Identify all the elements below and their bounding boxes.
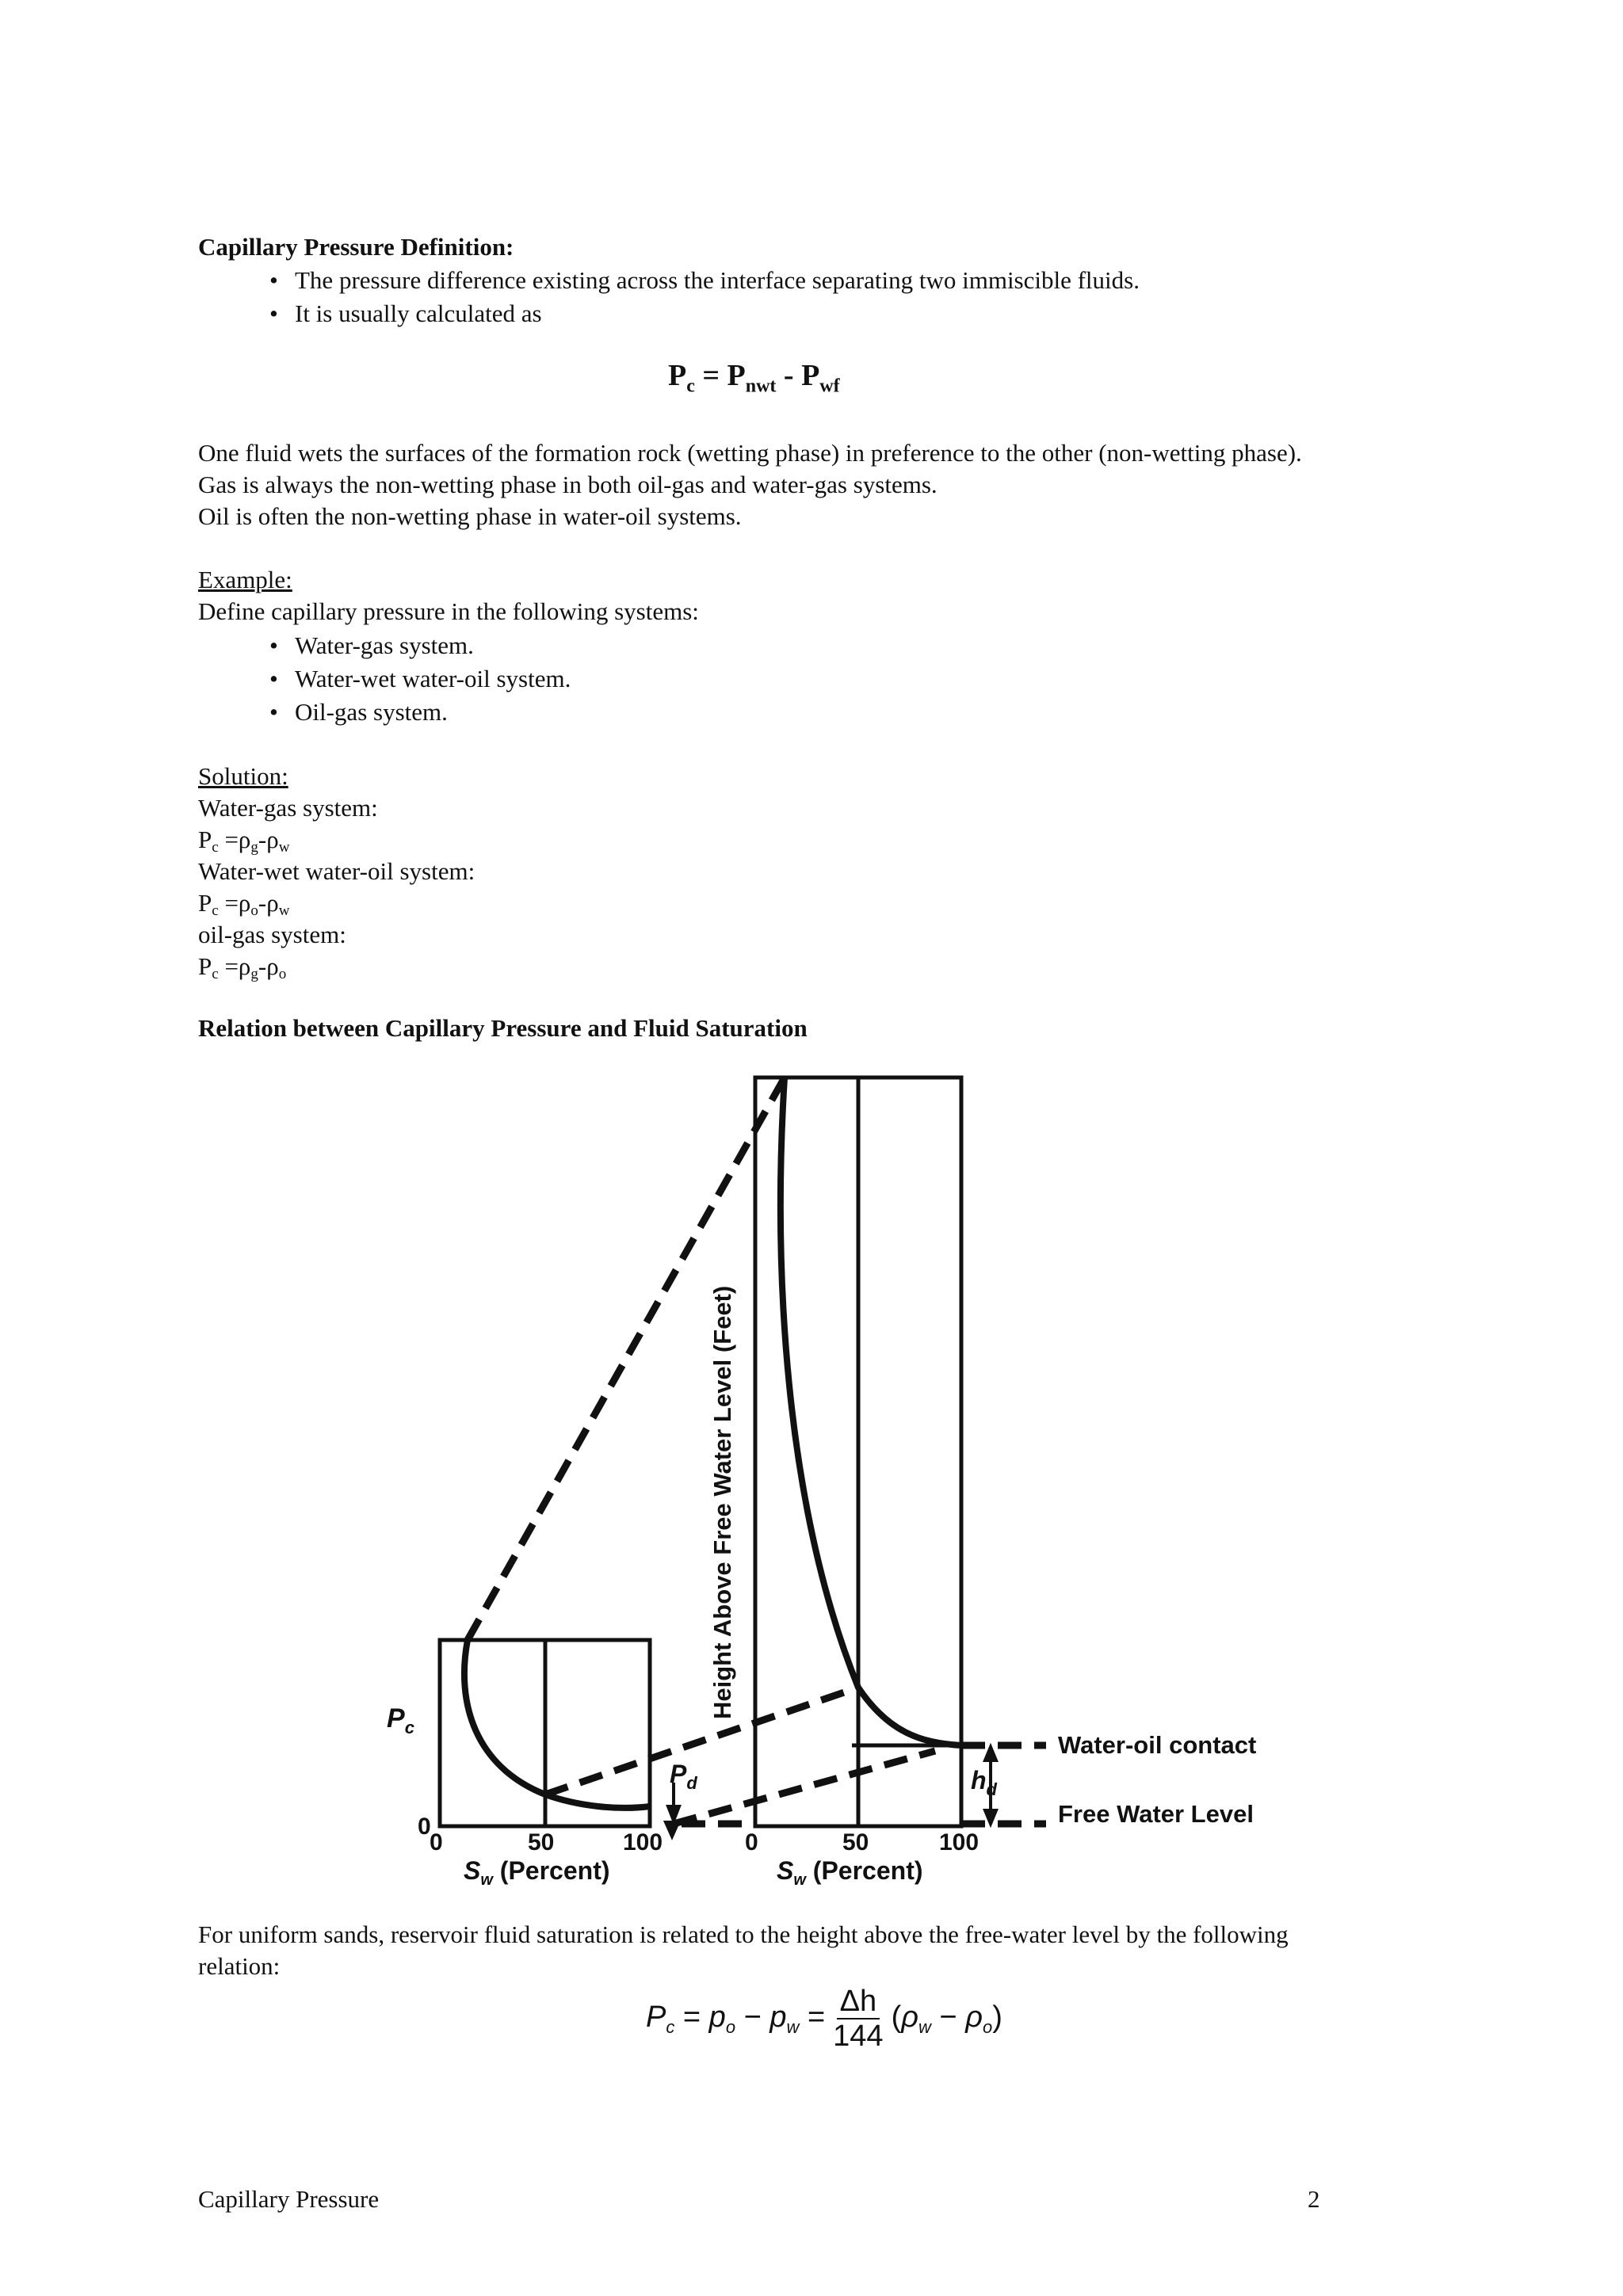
- pd-label: $P_d$: [670, 1760, 697, 1793]
- pd-arrow-head: [668, 1806, 679, 1821]
- uniform-text-line-2: relation:: [198, 1952, 281, 1980]
- right-x-label: $S_w$ (Percent): [777, 1856, 923, 1889]
- right-y-label: Height Above Free Water Level (Feet): [708, 1285, 736, 1719]
- hd-arrow-head-down: [985, 1810, 996, 1824]
- example-item-2: • Water-wet water-oil system.: [295, 663, 571, 695]
- right-tick-100: 100: [939, 1829, 980, 1855]
- uniform-text-line-1: For uniform sands, reservoir fluid saturation is related to the height above the free-water level by the following: [198, 1920, 1289, 1948]
- example-item-1: • Water-gas system.: [295, 630, 474, 662]
- free-water-level-label: Free Water Level: [1058, 1800, 1254, 1828]
- paragraph-line-1: One fluid wets the surfaces of the formation rock (wetting phase) in preference to the other (non-wetting phase).: [198, 439, 1302, 467]
- right-height-curve: [781, 1077, 961, 1745]
- definition-heading: Capillary Pressure Definition:: [198, 233, 514, 261]
- solution-oil-gas-eq: $P_c =\rho_g-\rho_o$: [198, 952, 287, 982]
- example-item-3: • Oil-gas system.: [295, 696, 448, 728]
- solution-water-oil-eq: $P_c =\rho_o-\rho_w$: [198, 889, 290, 919]
- arrows: [666, 1747, 996, 1836]
- right-tick-50: 50: [842, 1829, 869, 1855]
- definition-bullet-1: • The pressure difference existing across the interface separating two immiscible fluids.: [295, 265, 1140, 296]
- left-x-label: $S_w$ (Percent): [464, 1856, 610, 1889]
- example-prompt: Define capillary pressure in the following systems:: [198, 597, 699, 625]
- solution-water-oil-title: Water-wet water-oil system:: [198, 857, 475, 885]
- height-relation-equation: $P_c = p_o - p_w$ = $\frac{\Delta h}{144}$ $(\rho_w - \rho_o)$: [646, 1985, 1002, 2053]
- left-pc-curve: [464, 1640, 650, 1808]
- left-tick-50: 50: [528, 1829, 555, 1855]
- paragraph-line-3: Oil is often the non-wetting phase in water-oil systems.: [198, 502, 742, 530]
- capillary-pressure-equation: $P_c = P_{nwt} - P_{wf}$: [668, 359, 840, 397]
- paragraph-line-2: Gas is always the non-wetting phase in both oil-gas and water-gas systems.: [198, 471, 938, 498]
- example-label: Example:: [198, 566, 292, 593]
- water-oil-contact-label: Water-oil contact: [1058, 1731, 1257, 1759]
- footer-page-number: 2: [1308, 2185, 1320, 2213]
- hd-arrow-head-up: [985, 1747, 996, 1760]
- footer-title: Capillary Pressure: [198, 2185, 380, 2213]
- relation-heading: Relation between Capillary Pressure and Fluid Saturation: [198, 1014, 808, 1042]
- left-tick-0: 0: [430, 1829, 443, 1855]
- left-y-label: $P_c$: [387, 1703, 414, 1737]
- right-tick-0: 0: [745, 1829, 758, 1855]
- right-plot: [755, 1077, 961, 1826]
- left-100-arrow: [666, 1822, 678, 1836]
- solution-water-gas-title: Water-gas system:: [198, 794, 378, 822]
- dashed-low-connector: [674, 1751, 935, 1824]
- hd-label: $h_d$: [971, 1766, 997, 1799]
- dashed-top-connector: [468, 1077, 785, 1640]
- left-plot: [440, 1640, 650, 1826]
- left-zero-label: 0: [418, 1814, 431, 1840]
- solution-oil-gas-title: oil-gas system:: [198, 921, 346, 948]
- definition-bullet-2: • It is usually calculated as: [295, 298, 542, 330]
- equation-fraction: $\frac{\Delta h}{144}$: [833, 1985, 884, 2053]
- dashed-mid-connector: [545, 1688, 858, 1794]
- left-tick-100: 100: [623, 1829, 663, 1855]
- solution-water-gas-eq: $P_c =\rho_g-\rho_w$: [198, 826, 290, 856]
- solution-label: Solution:: [198, 762, 288, 790]
